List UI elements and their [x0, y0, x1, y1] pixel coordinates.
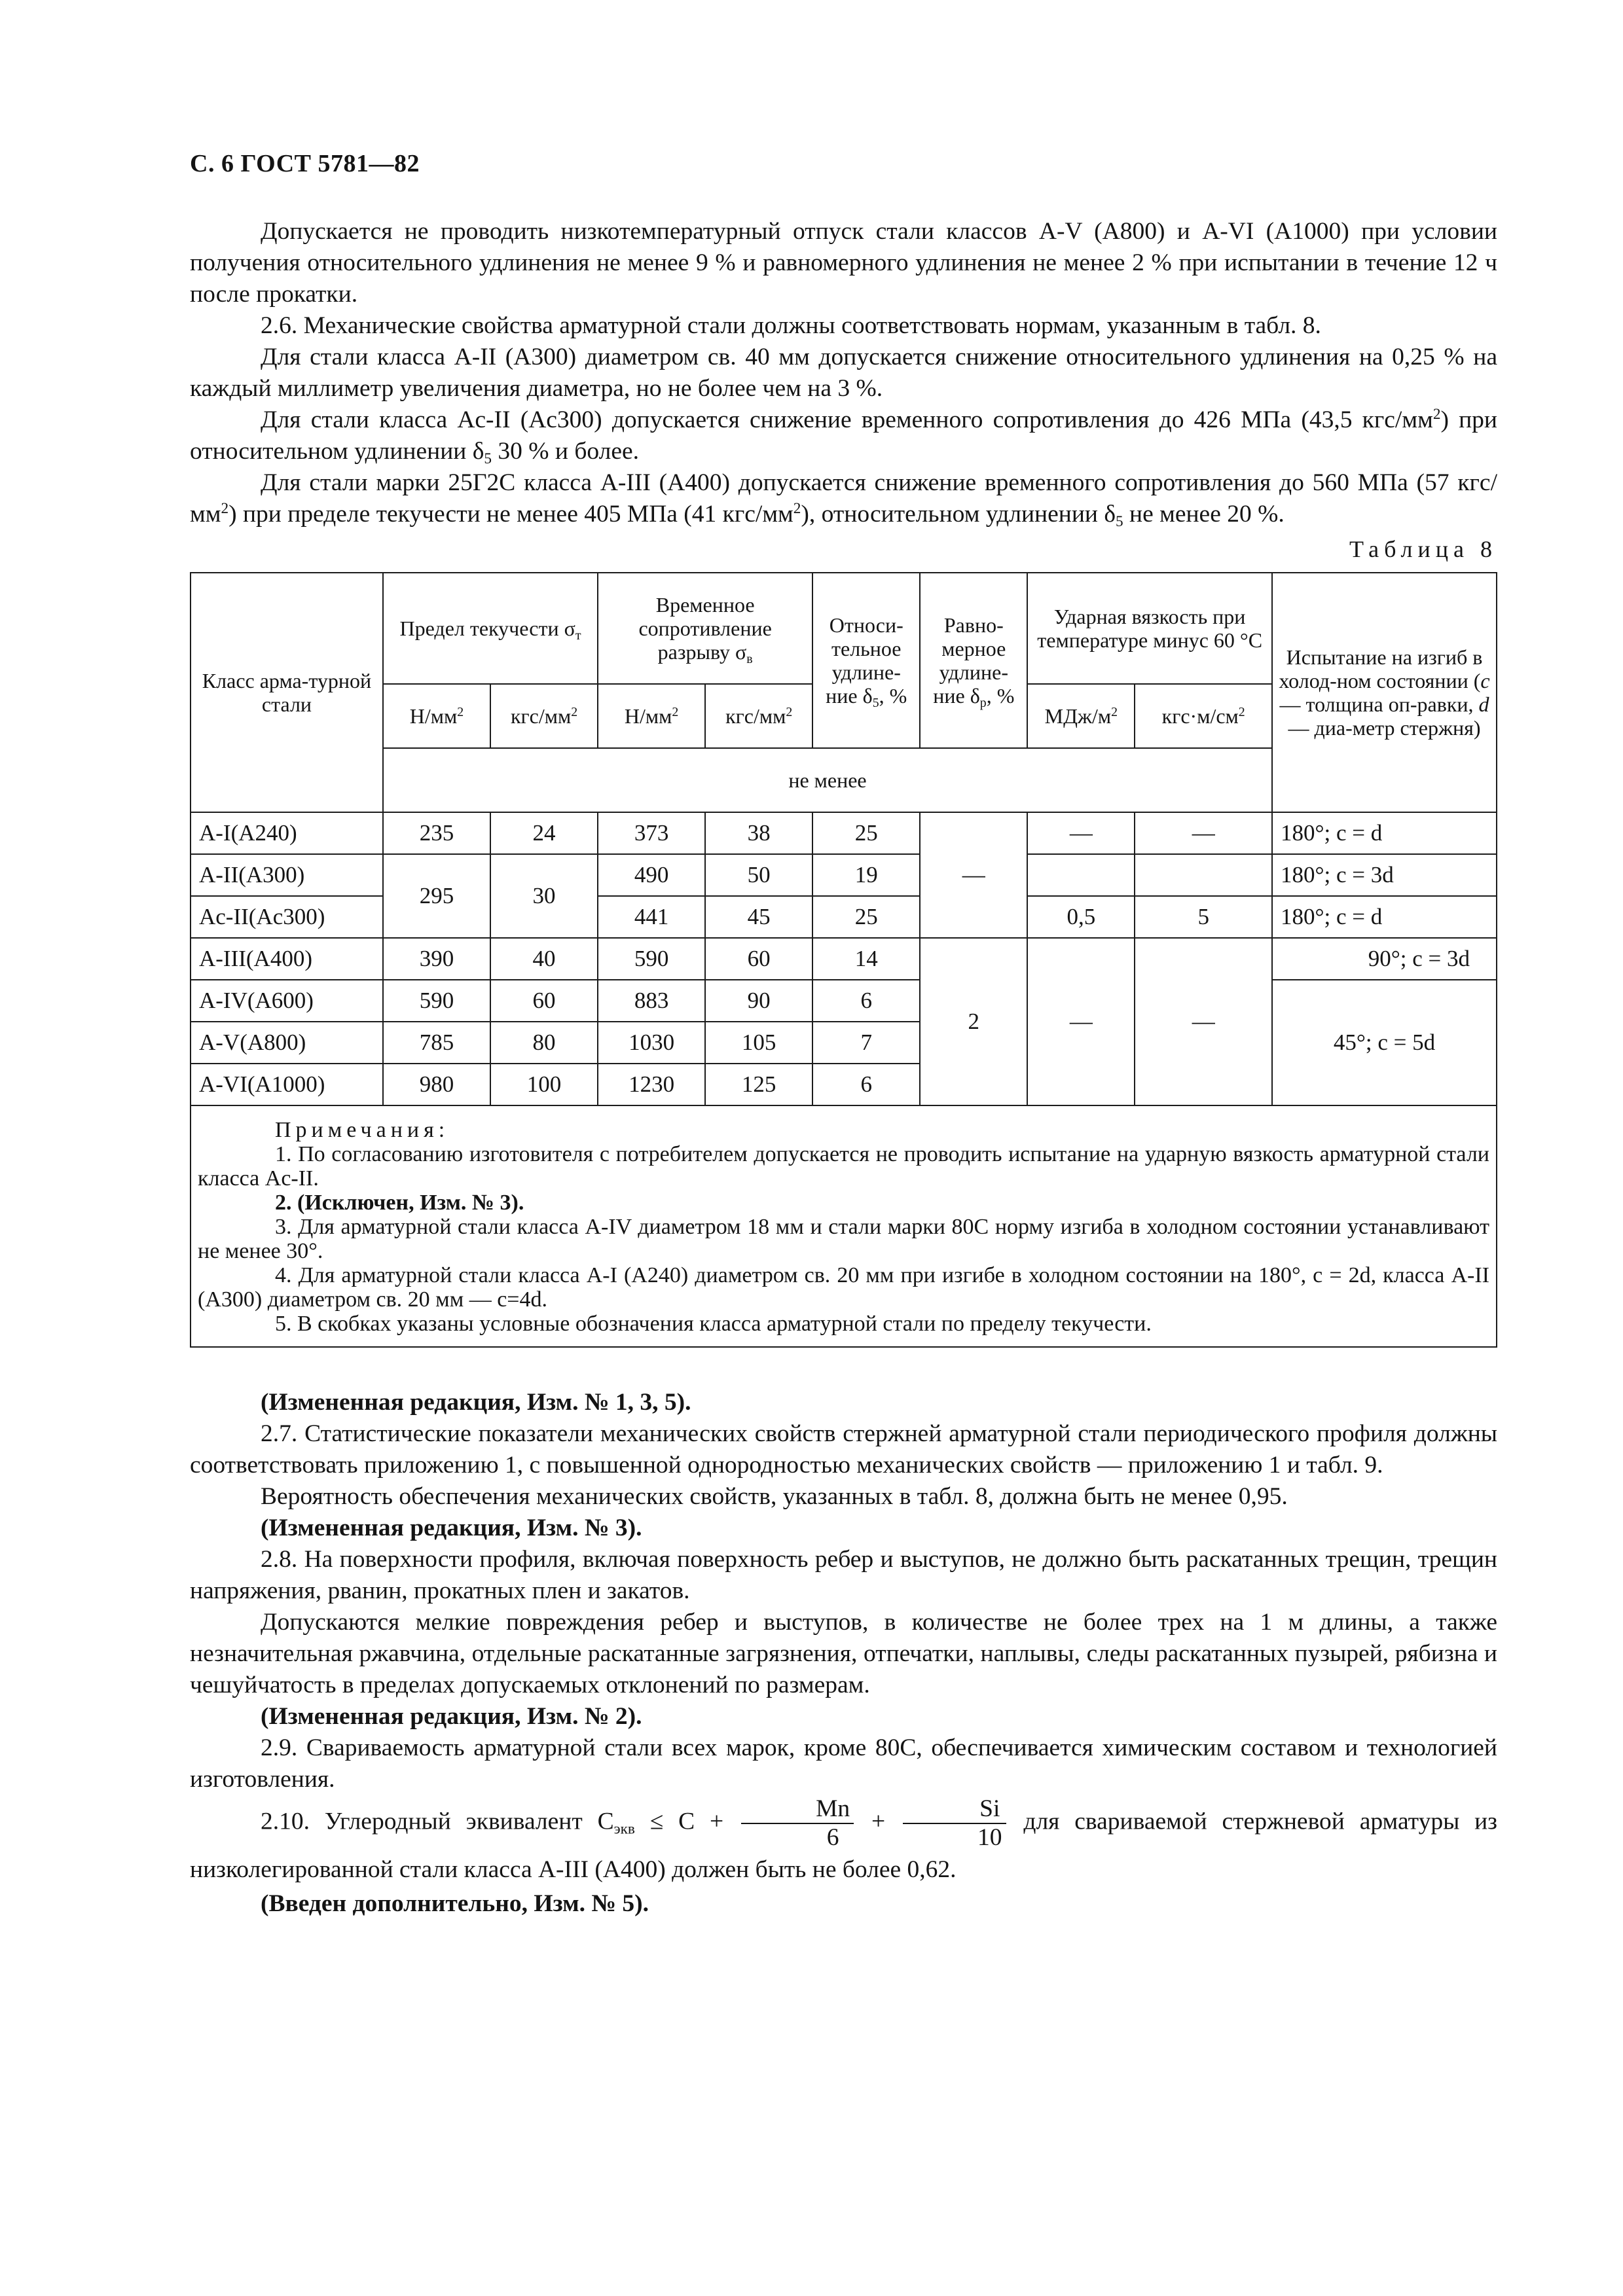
- cell-value: 24: [490, 812, 598, 854]
- note-1: 1. По согласованию изготовителя с потребителем допускается не проводить испытание на ударную вязкость арматурной стали класса Ac-II.: [198, 1142, 1489, 1191]
- cell-bend: 45°; с = 5d: [1272, 980, 1497, 1105]
- cell-value: 390: [383, 938, 490, 980]
- table-row: [191, 938, 1497, 980]
- cell-class: A-II(A300): [191, 854, 383, 896]
- paragraph-2-8: 2.8. На поверхности профиля, включая поверхность ребер и выступов, не должно быть раскатанных трещин, трещин напряжения, рванин, прокатных плен и закатов.: [190, 1546, 1497, 1604]
- header-bend: Испытание на изгиб в холод-ном состоянии (с — толщина оп-равки, d — диа-метр стержня): [1272, 573, 1497, 812]
- cell-value: 105: [705, 1022, 812, 1064]
- cell-value: 373: [598, 812, 705, 854]
- page-header: С. 6 ГОСТ 5781—82: [190, 150, 420, 177]
- header-class: Класс арма-турной стали: [191, 573, 383, 812]
- unit-tensile-nmm: $Н/мм^2$: [598, 684, 705, 748]
- fraction-si: $\frac{Si}{10}$: [903, 1795, 1006, 1852]
- unit-impact-mdj: МДж/$м^2$: [1027, 684, 1135, 748]
- cell-class: A-IV(A600): [191, 980, 383, 1022]
- cell-uniform-value: 2: [920, 938, 1027, 1105]
- unit-yield-nmm: $Н/мм^2$: [383, 684, 490, 748]
- cell-value: 125: [705, 1064, 812, 1105]
- not-less-label: не менее: [383, 748, 1272, 812]
- cell-value: 80: [490, 1022, 598, 1064]
- cell-bend: 180°; с = d: [1272, 812, 1497, 854]
- cell-value: 25: [812, 812, 920, 854]
- header-uniform: Равно-мерное удлине-ние $\delta_р$, %: [920, 573, 1027, 748]
- cell-value: 90: [705, 980, 812, 1022]
- paragraph-2-7-probability: Вероятность обеспечения механических свойств, указанных в табл. 8, должна быть не менее 0,95.: [261, 1483, 1288, 1510]
- paragraph-ac-ii: Для стали класса Ac-II (Ac300) допускается снижение временного сопротивления до 426 МПа (43,5 кгс/$мм^2$) при относительном удлинении $\delta_5$ 30 % и более.: [190, 406, 1498, 467]
- cell-empty: [1135, 854, 1272, 896]
- cell-value: 60: [705, 938, 812, 980]
- header-impact: Ударная вязкость при температуре минус 60 °С: [1027, 573, 1272, 684]
- document-page: [190, 149, 1497, 1920]
- cell-value: 980: [383, 1064, 490, 1105]
- cell-empty: [1027, 854, 1135, 896]
- table-caption: Таблица 8: [1349, 536, 1497, 562]
- paragraph-25g2s: Для стали марки 25Г2С класса A-III (A400) допускается снижение временного сопротивления до 560 МПа (57 кгс/$мм^2$) при пределе текучести не менее 405 МПа (41 кгс/$мм^2$), относительном удлинении $\delta_5$ не менее 20 %.: [190, 469, 1497, 530]
- cell-value: 60: [490, 980, 598, 1022]
- cell-class: A-VI(A1000): [191, 1064, 383, 1105]
- cell-bend: 90°; с = 3d: [1272, 938, 1497, 980]
- notes-title: Примечания:: [275, 1118, 450, 1142]
- cell-value: 7: [812, 1022, 920, 1064]
- paragraph-a-ii: Для стали класса A-II (A300) диаметром св. 40 мм допускается снижение относительного удлинения на 0,25 % на каждый миллиметр увеличения диаметра, но не более чем на 3 %.: [190, 344, 1497, 402]
- cell-value: 235: [383, 812, 490, 854]
- paragraph-2-7: 2.7. Статистические показатели механических свойств стержней арматурной стали периодического профиля должны соответствовать приложению 1, с повышенной однородностью механических свойств — приложению 1 и табл. 9.: [190, 1420, 1497, 1479]
- table-row: [191, 854, 1497, 896]
- table-row: [191, 812, 1497, 854]
- cell-value: 295: [383, 854, 490, 938]
- cell-value: 14: [812, 938, 920, 980]
- cell-dash: —: [1027, 938, 1135, 1105]
- cell-class: A-III(A400): [191, 938, 383, 980]
- cell-value: 6: [812, 980, 920, 1022]
- table-8: [190, 572, 1497, 1348]
- cell-value: 40: [490, 938, 598, 980]
- cell-dash: —: [1135, 938, 1272, 1105]
- cell-value: 590: [383, 980, 490, 1022]
- cell-value: 441: [598, 896, 705, 938]
- cell-dash: —: [1135, 812, 1272, 854]
- cell-value: 19: [812, 854, 920, 896]
- table-row: [191, 980, 1497, 1022]
- cell-value: 100: [490, 1064, 598, 1105]
- cell-class: A-V(A800): [191, 1022, 383, 1064]
- cell-dash: —: [1027, 812, 1135, 854]
- cell-value: 1230: [598, 1064, 705, 1105]
- cell-value: 38: [705, 812, 812, 854]
- cell-value: 50: [705, 854, 812, 896]
- revision-note-4: (Введен дополнительно, Изм. № 5).: [261, 1890, 649, 1917]
- cell-bend: 180°; с = 3d: [1272, 854, 1497, 896]
- revision-note-3: (Измененная редакция, Изм. № 2).: [261, 1703, 642, 1730]
- cell-value: 785: [383, 1022, 490, 1064]
- note-3: 3. Для арматурной стали класса A-IV диаметром 18 мм и стали марки 80С норму изгиба в холодном состоянии устанавливают не менее 30°.: [198, 1215, 1489, 1263]
- paragraph-2-10: 2.10. Углеродный эквивалент $С_{экв} \le С$ + $\frac{Mn}{6}$ + $\frac{Si}{10}$ для свариваемой стержневой арматуры из низколегированной стали класса A-III (A400) должен быть не более 0,62.: [190, 1795, 1497, 1883]
- revision-note-1: (Измененная редакция, Изм. № 1, 3, 5).: [261, 1389, 691, 1416]
- paragraph-2-6: 2.6. Механические свойства арматурной стали должны соответствовать нормам, указанным в табл. 8.: [261, 312, 1321, 339]
- revision-note-2: (Измененная редакция, Изм. № 3).: [261, 1515, 642, 1541]
- note-2: 2. (Исключен, Изм. № 3).: [275, 1191, 524, 1215]
- cell-uniform-dash: —: [920, 812, 1027, 938]
- note-4: 4. Для арматурной стали класса A-I (A240) диаметром св. 20 мм при изгибе в холодном состоянии на 180°, с = 2d, класса A-II (A300) диаметром св. 20 мм — с=4d.: [198, 1263, 1489, 1312]
- cell-value: 30: [490, 854, 598, 938]
- cell-class: A-I(A240): [191, 812, 383, 854]
- cell-bend: 180°; с = d: [1272, 896, 1497, 938]
- cell-value: 6: [812, 1064, 920, 1105]
- unit-impact-kgsm: $кгс\cdot м/см^2$: [1135, 684, 1272, 748]
- unit-yield-kgs: кгс/$мм^2$: [490, 684, 598, 748]
- unit-tensile-kgs: кгс/$мм^2$: [705, 684, 812, 748]
- cell-value: 25: [812, 896, 920, 938]
- header-yield: Предел текучести $\sigma_т$: [383, 573, 598, 684]
- cell-value: 490: [598, 854, 705, 896]
- header-elongation: Относи-тельное удлине-ние $\delta_5$, %: [812, 573, 920, 748]
- cell-class: Ac-II(Ac300): [191, 896, 383, 938]
- cell-value: 45: [705, 896, 812, 938]
- cell-value: 1030: [598, 1022, 705, 1064]
- cell-value: 5: [1135, 896, 1272, 938]
- fraction-mn: $\frac{Mn}{6}$: [741, 1795, 854, 1852]
- body-after-table: [190, 1387, 1497, 1920]
- cell-value: 590: [598, 938, 705, 980]
- paragraph-2-8-damage: Допускаются мелкие повреждения ребер и выступов, в количестве не более трех на 1 м длины, а также незначительная ржавчина, отдельные раскатанные загрязнения, отпечатки, наплывы, следы раскатанных пузырей, рябизна и чешуйчатость в пределах допускаемых отклонений по размерам.: [190, 1609, 1497, 1698]
- paragraph-intro-1: Допускается не проводить низкотемпературный отпуск стали классов A-V (A800) и A-VI (A1000) при условии получения относительного удлинения не менее 9 % и равномерного удлинения не менее 2 % при испытании в течение 12 ч после прокатки.: [190, 218, 1497, 308]
- cell-value: 883: [598, 980, 705, 1022]
- note-5: 5. В скобках указаны условные обозначения класса арматурной стали по пределу текучести.: [275, 1312, 1152, 1336]
- paragraph-2-9: 2.9. Свариваемость арматурной стали всех марок, кроме 80С, обеспечивается химическим составом и технологией изготовления.: [190, 1734, 1497, 1793]
- cell-value: 0,5: [1027, 896, 1135, 938]
- table-notes: [191, 1105, 1497, 1347]
- header-tensile: Временное сопротивление разрыву $\sigma_в$: [598, 573, 812, 684]
